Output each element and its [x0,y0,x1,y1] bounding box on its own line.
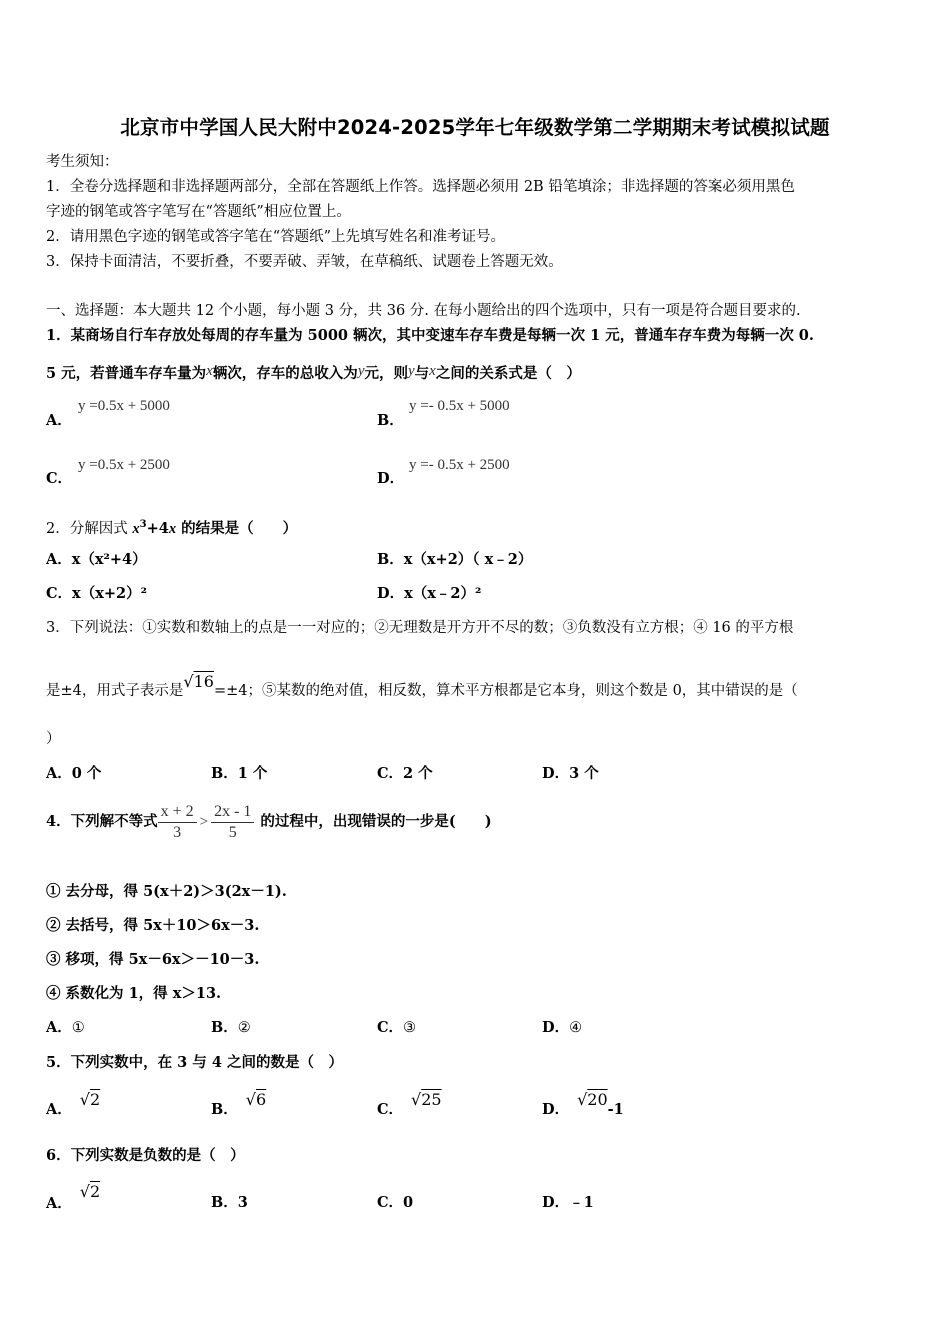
q5-option-a-label: A． [46,1101,72,1118]
q1-text-c: 元，则 [364,365,408,382]
q2-option-a-label: A． [46,551,72,568]
q2-option-b[interactable] [377,550,532,570]
q2-option-b-text: x（x+2）（ x﹣2） [403,551,533,568]
q4-option-c-label: C． [377,1019,404,1036]
q3-option-b-text: 1 个 [237,765,268,782]
q2-option-c[interactable] [46,584,147,604]
q4-option-a-label: A． [46,1019,72,1036]
q4-step-1: ① 去分母，得 5(x＋2)＞3(2x－1). [46,883,287,900]
q6-option-a-value: 2 [89,1182,101,1201]
q3-line3: ） [46,731,61,747]
q2-stem-a: 2．分解因式 [46,520,133,537]
q5-option-a[interactable] [46,1090,101,1120]
q4-option-b-text: ② [237,1020,251,1036]
q3-option-d-label: D． [542,765,570,782]
q1-option-a[interactable] [46,411,72,431]
q6-option-d[interactable] [542,1193,594,1213]
q6-option-b[interactable] [211,1193,248,1213]
q4-option-c[interactable] [377,1018,416,1038]
q2-var: x [132,520,140,537]
q6-option-c-text: 0 [403,1194,414,1211]
q5-option-d-label: D． [542,1101,570,1118]
q1-text-e: 之间的关系式是（ ） [435,365,581,382]
q1-option-d-label: D． [377,470,405,487]
q2-option-a-text: x（x²+4） [71,551,147,568]
q1-text-b: 辆次，存车的总收入为 [212,365,358,382]
q2-var-2: x [168,520,177,537]
q4-option-a-text: ① [71,1020,85,1036]
q1-var-x-2: x [429,363,436,379]
q5-option-c-sqrt: √25 [411,1090,442,1109]
q6-option-c[interactable] [377,1193,413,1213]
q3-line1: 3．下列说法：①实数和数轴上的点是一一对应的；②无理数是开方开不尽的数；③负数没有立方根；④ 16 的平方根 [46,620,794,636]
q1-option-a-label: A． [46,412,72,429]
q2-option-d[interactable] [377,584,481,604]
q4-fraction-1 [158,802,197,843]
q2-option-b-label: B． [377,551,404,568]
q4-step-2: ② 去括号，得 5x＋10＞6x－3. [46,917,260,934]
q4-frac2-num: 2x - 1 [211,802,254,823]
q6-option-b-text: 3 [237,1194,248,1211]
q3-line2 [46,672,798,701]
q3-sqrt-value: 16 [193,672,214,691]
q6-option-a[interactable] [46,1182,101,1214]
q1-text-d: 与 [414,365,430,382]
q1-var-y-2: y [407,363,415,379]
q5-stem: 5．下列实数中，在 3 与 4 之间的数是（ ） [46,1054,343,1071]
q3-option-b-label: B． [211,765,238,782]
q4-stem [46,800,492,844]
q1-option-c-label: C． [46,470,73,487]
page-title: 北京市中学国人民大附中2024-2025学年七年级数学第二学期期末考试模拟试题 [120,116,830,139]
q1-option-b[interactable] [377,411,404,431]
q1-option-c-expr: y =0.5x + 2500 [78,457,170,473]
q2-option-c-label: C． [46,585,73,602]
q1-option-d-expr: y =- 0.5x + 2500 [409,457,510,473]
q1-option-a-expr: y =0.5x + 5000 [78,398,170,414]
q6-option-b-label: B． [211,1194,238,1211]
q4-option-b[interactable] [211,1018,251,1038]
q2-stem-d: +4 [146,519,169,537]
q1-var-y: y [357,363,365,379]
q3-option-b[interactable] [211,764,267,784]
q1-text-a: 5 元，若普通车存车量为 [46,365,207,382]
q1-option-b-expr: y =- 0.5x + 5000 [409,398,510,414]
q3-text-a: 是±4，用式子表示是 [46,683,184,699]
q6-option-d-label: D． [542,1194,570,1211]
q5-option-c-value: 25 [421,1090,442,1109]
q4-fraction-2 [211,802,254,843]
q5-option-b-value: 6 [255,1090,267,1109]
q4-option-d[interactable] [542,1018,582,1038]
q5-option-d-value: 20 [587,1090,608,1109]
notice-item-2: 2．请用黑色字迹的钢笔或答字笔在“答题纸”上先填写姓名和准考证号。 [46,229,506,245]
q3-option-c-text: 2 个 [403,765,433,782]
q5-option-c[interactable] [377,1090,442,1120]
q3-option-d-text: 3 个 [569,765,599,782]
q6-option-a-sqrt: √2 [79,1182,101,1201]
q2-stem-f: 的结果是（ ） [176,519,298,537]
q3-option-a-text: 0 个 [71,765,102,782]
q5-option-a-sqrt: √2 [79,1090,101,1109]
q2-stem [46,515,297,539]
q4-gt-sign: > [199,814,209,830]
q5-option-c-label: C． [377,1101,404,1118]
q4-frac2-den: 5 [228,823,237,841]
q4-stem-b: 的过程中，出现错误的一步是( ) [260,813,492,830]
q3-option-c-label: C． [377,765,404,782]
q5-option-b-label: B． [211,1101,238,1118]
q6-stem: 6．下列实数是负数的是（ ） [46,1147,245,1164]
q2-option-a[interactable] [46,550,147,570]
q4-stem-a: 4．下列解不等式 [46,813,158,830]
q1-line2 [46,364,581,384]
q1-option-b-label: B． [377,412,404,429]
q4-frac1-num: x + 2 [158,802,197,823]
q4-option-b-label: B． [211,1019,238,1036]
notice-item-3: 3．保持卡面清洁，不要折叠，不要弄破、弄皱，在草稿纸、试题卷上答题无效。 [46,254,563,270]
q5-option-b[interactable] [211,1090,267,1120]
q4-option-d-label: D． [542,1019,570,1036]
section-heading: 一、选择题：本大题共 12 个小题，每小题 3 分，共 36 分. 在每小题给出的四个选项中，只有一项是符合题目要求的. [46,303,801,319]
q5-option-d-sqrt: √20 [577,1090,608,1109]
q2-option-d-text: x（x﹣2）² [404,585,482,602]
q6-option-c-label: C． [377,1194,404,1211]
q3-option-c[interactable] [377,764,433,784]
q2-option-d-label: D． [377,585,405,602]
q4-option-a[interactable] [46,1018,85,1038]
q2-option-c-text: x（x+2）² [72,585,147,602]
q1-option-d[interactable] [377,469,404,489]
q3-option-a-label: A． [46,765,72,782]
q4-frac1-den: 3 [173,823,182,841]
q4-step-4: ④ 系数化为 1，得 x＞13. [46,985,222,1002]
q1-var-x: x [206,363,213,379]
q4-step-3: ③ 移项，得 5x－6x＞－10－3. [46,951,260,968]
q5-option-d-suffix: -1 [607,1101,624,1118]
q6-option-a-label: A． [46,1195,72,1212]
q5-option-a-value: 2 [89,1090,101,1109]
q6-option-d-text: ﹣1 [569,1194,594,1211]
q5-option-d[interactable] [542,1090,624,1120]
notice-heading: 考生须知： [46,154,119,170]
q3-sqrt: √16 [183,672,214,691]
notice-item-1b: 字迹的钢笔或答字笔写在“答题纸”相应位置上。 [46,204,351,220]
q1-line1: 1．某商场自行车存放处每周的存车量为 5000 辆次，其中变速车存车费是每辆一次 1 元，普通车存车费为每辆一次 0. [46,327,814,344]
q5-option-b-sqrt: √6 [245,1090,267,1109]
q3-option-d[interactable] [542,764,599,784]
q3-text-b: =±4；⑤某数的绝对值，相反数，算术平方根都是它本身，则这个数是 0，其中错误的是（ [213,683,798,699]
notice-item-1a: 1．全卷分选择题和非选择题两部分，全部在答题纸上作答。选择题必须用 2B 铅笔填涂；非选择题的答案必须用黑色 [46,179,795,195]
q1-option-c[interactable] [46,469,72,489]
q4-option-c-text: ③ [403,1020,417,1036]
q2-exp: 3 [139,519,147,530]
q3-option-a[interactable] [46,764,101,784]
q4-option-d-text: ④ [569,1020,583,1036]
